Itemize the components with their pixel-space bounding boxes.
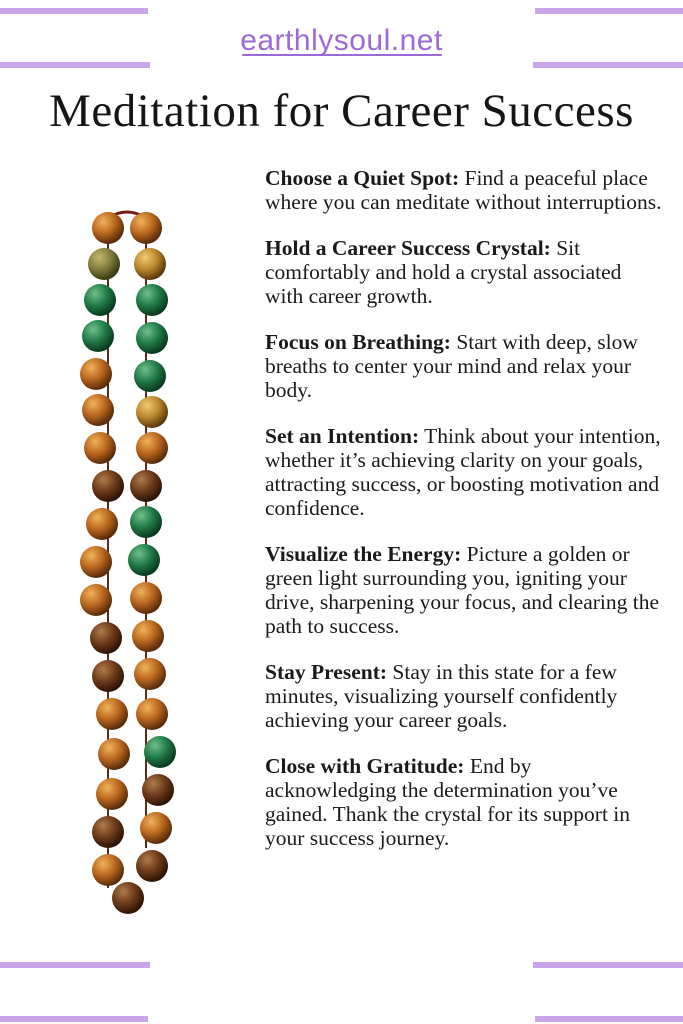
step-heading: Focus on Breathing: <box>265 330 451 354</box>
bead-necklace-icon <box>72 198 182 928</box>
step-item <box>265 330 665 402</box>
step-item <box>265 754 665 850</box>
top-left-bar-1 <box>0 8 148 14</box>
step-heading: Stay Present: <box>265 660 388 684</box>
step-item <box>265 166 665 214</box>
bottom-right-bar-2 <box>535 1016 683 1022</box>
step-item <box>265 542 665 638</box>
step-heading: Choose a Quiet Spot: <box>265 166 460 190</box>
bottom-right-bar-1 <box>533 962 683 968</box>
bottom-left-bar-2 <box>0 1016 148 1022</box>
step-item <box>265 660 665 732</box>
step-heading: Hold a Career Success Crystal: <box>265 236 551 260</box>
step-text: Think about your intention, whether it’s achieving clarity on your goals, attracting success, or boosting motivation and confidence. <box>265 424 661 520</box>
step-item <box>265 236 665 308</box>
step-text: Stay in this state for a few minutes, visualizing yourself confidently achieving your career goals. <box>265 660 618 732</box>
top-right-bar-1 <box>535 8 683 14</box>
step-item <box>265 424 665 520</box>
step-text: Picture a golden or green light surrounding you, igniting your drive, sharpening your focus, and clearing the path to success. <box>265 542 660 638</box>
site-logo[interactable] <box>0 24 683 56</box>
top-right-bar-2 <box>533 62 683 68</box>
meditation-steps <box>265 166 665 872</box>
step-heading: Close with Gratitude: <box>265 754 465 778</box>
step-text: Sit comfortably and hold a crystal associated with career growth. <box>265 236 622 308</box>
step-text: Start with deep, slow breaths to center your mind and relax your body. <box>265 330 638 402</box>
step-heading: Set an Intention: <box>265 424 420 448</box>
top-left-bar-2 <box>0 62 150 68</box>
bottom-left-bar-1 <box>0 962 150 968</box>
step-heading: Visualize the Energy: <box>265 542 462 566</box>
site-logo-text: earthlysoul.net <box>240 24 443 57</box>
step-text: End by acknowledging the determination you’ve gained. Thank the crystal for its support in your success journey. <box>265 754 631 850</box>
step-text: Find a peaceful place where you can meditate without interruptions. <box>265 166 662 214</box>
page-title: Meditation for Career Success <box>49 85 634 137</box>
